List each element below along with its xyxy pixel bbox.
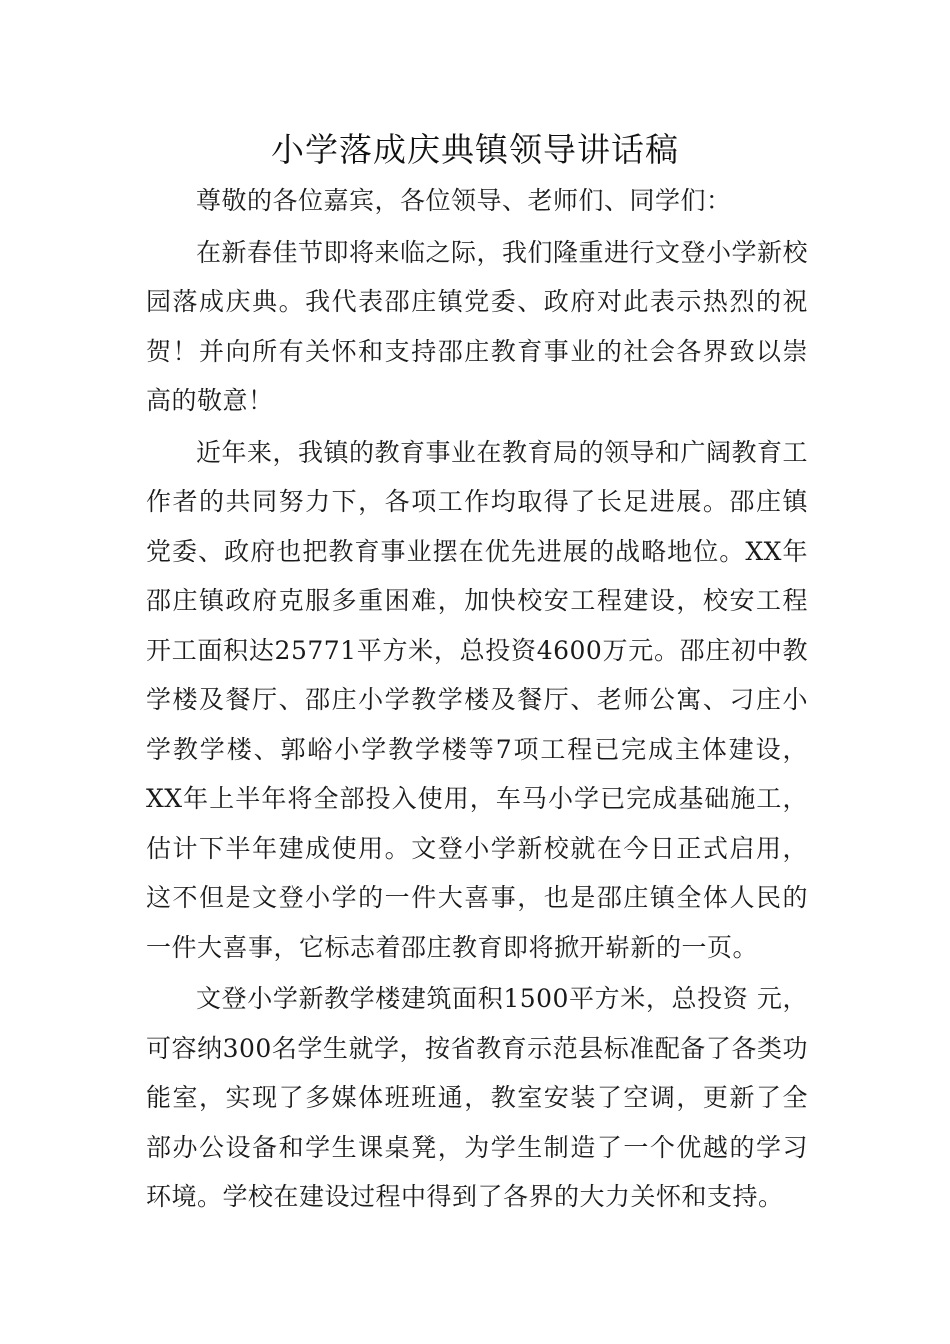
document-body: [146, 176, 808, 1222]
paragraph-opening: 在新春佳节即将来临之际，我们隆重进行文登小学新校园落成庆典。我代表邵庄镇党委、政府对此表示热烈的祝贺！并向所有关怀和支持邵庄教育事业的社会各界致以崇高的敬意！: [146, 237, 809, 415]
paragraph-progress: 近年来，我镇的教育事业在教育局的领导和广阔教育工作者的共同努力下，各项工作均取得了长足进展。邵庄镇党委、政府也把教育事业摆在优先进展的战略地位。XX年邵庄镇政府克服多重困难，加快校安工程建设，校安工程开工面积达25771平方米，总投资4600万元。邵庄初中教学楼及餐厅、邵庄小学教学楼及餐厅、老师公寓、刁庄小学教学楼、郭峪小学教学楼等7项工程已完成主体建设，XX年上半年将全部投入使用，车马小学已完成基础施工，估计下半年建成使用。文登小学新校就在今日正式启用，这不但是文登小学的一件大喜事，也是邵庄镇全体人民的一件大喜事，它标志着邵庄教育即将掀开崭新的一页。: [146, 437, 809, 962]
paragraph-new-building: 文登小学新教学楼建筑面积1500平方米，总投资 元，可容纳300名学生就学，按省教育示范县标准配备了各类功能室，实现了多媒体班班通，教室安装了空调，更新了全部办公设备和学生课桌凳，为学生制造了一个优越的学习环境。学校在建设过程中得到了各界的大力关怀和支持。: [146, 984, 808, 1211]
document-title: 小学落成庆典镇领导讲话稿: [271, 130, 679, 169]
salutation-paragraph: 尊敬的各位嘉宾，各位领导、老师们、同学们：: [196, 186, 732, 215]
